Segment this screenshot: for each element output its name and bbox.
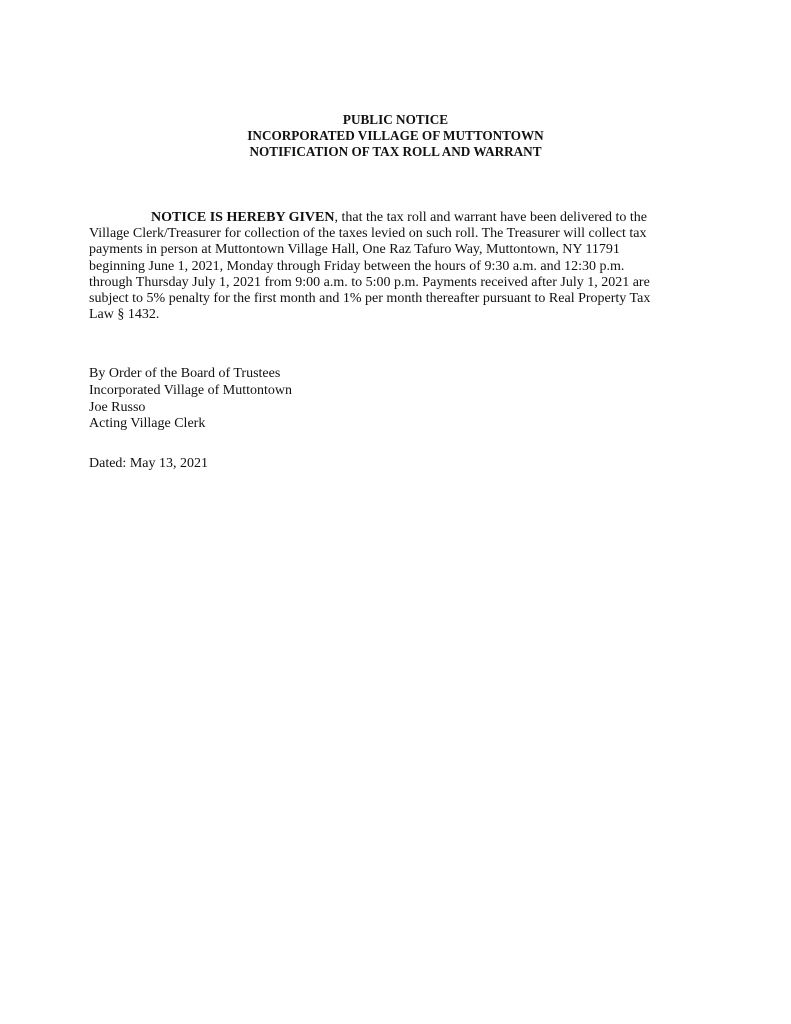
body-line: Law § 1432. [89, 307, 160, 323]
notice-subject-heading: NOTIFICATION OF TAX ROLL AND WARRANT [249, 144, 542, 159]
notice-body-paragraph [89, 210, 729, 323]
body-line: payments in person at Muttontown Village Hall, One Raz Tafuro Way, Muttontown, NY 11791 [89, 242, 620, 258]
body-line: beginning June 1, 2021, Monday through Friday between the hours of 9:30 a.m. and 12:30 p.m. [89, 258, 625, 274]
body-line-text: , that the tax roll and warrant have been delivered to the [334, 210, 648, 225]
body-line: through Thursday July 1, 2021 from 9:00 a.m. to 5:00 p.m. Payments received after July 1, 2021 are [89, 274, 650, 290]
village-name-heading: INCORPORATED VILLAGE OF MUTTONTOWN [247, 128, 544, 143]
signature-authority: By Order of the Board of Trustees [89, 366, 281, 381]
notice-type-heading: PUBLIC NOTICE [342, 112, 449, 127]
signatory-title: Acting Village Clerk [89, 416, 206, 432]
body-line: subject to 5% penalty for the first month and 1% per month thereafter pursuant to Real Property Tax [89, 291, 651, 307]
signatory-name: Joe Russo [89, 399, 146, 415]
signature-block [89, 366, 292, 433]
body-line: Village Clerk/Treasurer for collection of the taxes levied on such roll. The Treasurer will collect tax [89, 226, 647, 242]
signature-village: Incorporated Village of Muttontown [89, 382, 293, 398]
notice-lead-text: NOTICE IS HEREBY GIVEN [151, 210, 335, 225]
notice-header [0, 112, 791, 160]
body-line [89, 210, 729, 226]
dated-line: Dated: May 13, 2021 [89, 456, 208, 471]
